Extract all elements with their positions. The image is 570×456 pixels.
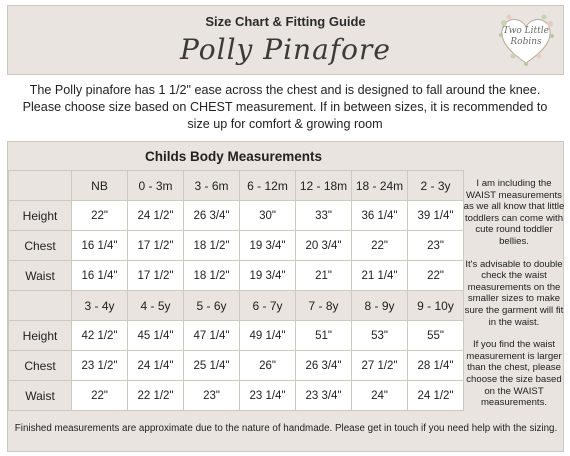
measurement-cell: 23" xyxy=(184,381,240,411)
header-title: Size Chart & Fitting Guide xyxy=(205,14,366,29)
measurement-cell: 21" xyxy=(296,261,352,291)
measurement-cell: 49 1/4" xyxy=(240,321,296,351)
table-row xyxy=(9,381,464,411)
measurement-cell: 55" xyxy=(408,321,464,351)
measurements-table xyxy=(8,170,464,411)
measurement-cell: 22" xyxy=(352,231,408,261)
measurement-cell: 53" xyxy=(352,321,408,351)
row-label: Chest xyxy=(9,231,72,261)
size-header: NB xyxy=(72,171,128,201)
measurement-cell: 26 3/4" xyxy=(296,351,352,381)
measurement-cell: 24 1/2" xyxy=(408,381,464,411)
measurement-cell: 23 3/4" xyxy=(296,381,352,411)
measurement-cell: 19 3/4" xyxy=(240,261,296,291)
measurement-cell: 17 1/2" xyxy=(128,261,184,291)
brand-logo xyxy=(495,9,557,71)
measurement-cell: 24 1/2" xyxy=(128,201,184,231)
row-label: Height xyxy=(9,201,72,231)
size-header: 4 - 5y xyxy=(128,291,184,321)
size-header: 2 - 3y xyxy=(408,171,464,201)
row-label: Chest xyxy=(9,351,72,381)
measurement-cell: 27 1/2" xyxy=(352,351,408,381)
table-title: Childs Body Measurements xyxy=(144,149,323,164)
size-header: 5 - 6y xyxy=(184,291,240,321)
measurement-cell: 22" xyxy=(72,381,128,411)
measurement-cell: 22 1/2" xyxy=(128,381,184,411)
size-header: 7 - 8y xyxy=(296,291,352,321)
measurement-cell: 22" xyxy=(408,261,464,291)
measurement-cell: 51" xyxy=(296,321,352,351)
intro-text: The Polly pinafore has 1 1/2" ease across the chest and is designed to fall around the knee. Please choose size based on CHEST measurement. If in between sizes, it is recommended to size up for comfort & growing room xyxy=(22,83,548,131)
note-paragraph: I am including the WAIST measurements as we all know that little toddlers can come with cute round toddler bellies. xyxy=(463,178,565,247)
note-paragraph: If you find the waist measurement is larger than the chest, please choose the size based on the WAIST measurements. xyxy=(466,339,562,409)
corner-cell xyxy=(9,291,72,321)
table-row xyxy=(9,351,464,381)
size-header: 18 - 24m xyxy=(352,171,408,201)
size-header: 12 - 18m xyxy=(296,171,352,201)
table-row xyxy=(9,321,464,351)
measurement-cell: 18 1/2" xyxy=(184,261,240,291)
size-header: 3 - 4y xyxy=(72,291,128,321)
measurement-cell: 18 1/2" xyxy=(184,231,240,261)
measurements-panel xyxy=(7,141,564,452)
size-header: 8 - 9y xyxy=(352,291,408,321)
corner-cell xyxy=(9,171,72,201)
row-label: Height xyxy=(9,321,72,351)
measurement-cell: 26" xyxy=(240,351,296,381)
measurement-cell: 19 3/4" xyxy=(240,231,296,261)
measurement-cell: 26 3/4" xyxy=(184,201,240,231)
note-paragraph: It's advisable to double check the waist measurements on the smaller sizes to make sure the garment will fit in the waist. xyxy=(464,258,564,328)
size-header: 9 - 10y xyxy=(408,291,464,321)
measurement-cell: 24" xyxy=(352,381,408,411)
measurement-cell: 24 1/4" xyxy=(128,351,184,381)
measurement-cell: 22" xyxy=(72,201,128,231)
measurement-cell: 45 1/4" xyxy=(128,321,184,351)
row-label: Waist xyxy=(9,381,72,411)
measurement-cell: 21 1/4" xyxy=(352,261,408,291)
table-row xyxy=(9,201,464,231)
measurement-cell: 36 1/4" xyxy=(352,201,408,231)
size-header: 3 - 6m xyxy=(184,171,240,201)
measurement-cell: 23 1/2" xyxy=(72,351,128,381)
footer-note: Finished measurements are approximate due to the nature of handmade. Please get in touch if you need help with the sizing. xyxy=(14,423,558,434)
size-header-row xyxy=(9,291,464,321)
measurement-cell: 33" xyxy=(296,201,352,231)
measurement-cell: 25 1/4" xyxy=(184,351,240,381)
logo-text: Two Little Robins xyxy=(503,26,549,47)
measurement-cell: 28 1/4" xyxy=(408,351,464,381)
size-header: 6 - 7y xyxy=(240,291,296,321)
size-header-row xyxy=(9,171,464,201)
measurement-cell: 23 1/4" xyxy=(240,381,296,411)
waist-note xyxy=(463,178,565,409)
measurement-cell: 42 1/2" xyxy=(72,321,128,351)
measurement-cell: 17 1/2" xyxy=(128,231,184,261)
table-row xyxy=(9,231,464,261)
measurement-cell: 47 1/4" xyxy=(184,321,240,351)
size-header: 0 - 3m xyxy=(128,171,184,201)
size-header: 6 - 12m xyxy=(240,171,296,201)
measurement-cell: 39 1/4" xyxy=(408,201,464,231)
header-banner xyxy=(7,5,564,75)
table-row xyxy=(9,261,464,291)
measurement-cell: 20 3/4" xyxy=(296,231,352,261)
row-label: Waist xyxy=(9,261,72,291)
product-name: Polly Pinafore xyxy=(180,33,391,66)
measurement-cell: 16 1/4" xyxy=(72,231,128,261)
measurement-cell: 30" xyxy=(240,201,296,231)
measurement-cell: 23" xyxy=(408,231,464,261)
measurement-cell: 16 1/4" xyxy=(72,261,128,291)
